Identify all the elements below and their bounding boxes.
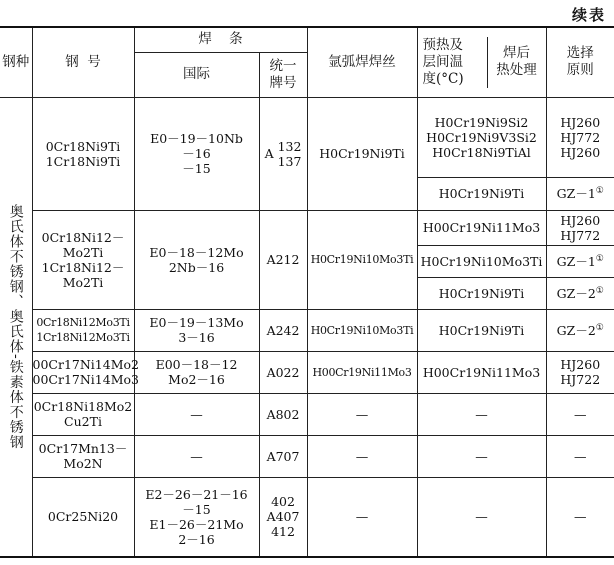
selection-value: —: [574, 406, 587, 422]
header-unified-grade: 统一 牌号: [259, 52, 307, 97]
submerged-wire-cell: H00Cr19Ni11Mo3: [417, 351, 546, 393]
selection-value: HJ260 HJ772 HJ260: [560, 114, 601, 160]
submerged-wire-cell: H0Cr19Ni9Ti: [417, 277, 546, 309]
submerged-wire-cell: H00Cr19Ni11Mo3: [417, 210, 546, 245]
footnote-mark: ①: [595, 322, 604, 333]
selection-value: GZ－1: [556, 253, 596, 269]
international-electrode-cell: —: [134, 393, 259, 435]
selection-cell: [546, 309, 614, 351]
international-electrode-cell: E00－18－12 Mo2－16: [134, 351, 259, 393]
selection-cell: [546, 277, 614, 309]
selection-cell: [546, 177, 614, 210]
header-pwht: 焊后 热处理: [496, 45, 537, 79]
header-preheat-pwht: [417, 27, 546, 97]
argon-wire-cell: —: [307, 477, 417, 557]
unified-grade-cell: A212: [259, 210, 307, 309]
argon-wire-cell: H0Cr19Ni9Ti: [307, 97, 417, 210]
steel-grade-cell: 0Cr18Ni12Mo3Ti 1Cr18Ni12Mo3Ti: [32, 309, 134, 351]
selection-cell: [546, 477, 614, 557]
selection-value: HJ260 HJ722: [560, 357, 601, 387]
argon-wire-cell: H0Cr19Ni10Mo3Ti: [307, 309, 417, 351]
continued-label: 续表: [571, 6, 606, 24]
international-electrode-cell: E2－26－21－16 －15 E1－26－21Mo 2－16: [134, 477, 259, 557]
selection-value: GZ－1: [556, 186, 596, 201]
submerged-wire-cell: H0Cr19Ni10Mo3Ti: [417, 245, 546, 277]
steel-grade-cell: 0Cr17Mn13－ Mo2N: [32, 435, 134, 477]
header-preheat: 预热及 层间温 度(°C): [418, 37, 488, 88]
header-selection: 选择 原则: [546, 27, 614, 97]
international-electrode-cell: —: [134, 435, 259, 477]
steel-grade-cell: 0Cr18Ni9Ti 1Cr18Ni9Ti: [32, 97, 134, 210]
submerged-wire-cell: —: [417, 435, 546, 477]
unified-grade-cell: 402 A407 412: [259, 477, 307, 557]
international-electrode-cell: E0－19－10Nb －16 －15: [134, 97, 259, 210]
unified-grade-values: 132 137: [277, 138, 302, 169]
selection-value: —: [574, 448, 587, 464]
selection-cell: [546, 351, 614, 393]
steel-welding-table: [0, 26, 614, 558]
selection-cell: [546, 97, 614, 177]
unified-grade-cell: A802: [259, 393, 307, 435]
international-electrode-cell: E0－18－12Mo 2Nb－16: [134, 210, 259, 309]
international-electrode-cell: E0－19－13Mo 3－16: [134, 309, 259, 351]
submerged-wire-cell: H0Cr19Ni9Ti: [417, 177, 546, 210]
selection-cell: [546, 393, 614, 435]
steel-grade-cell: 0Cr18Ni18Mo2 Cu2Ti: [32, 393, 134, 435]
steel-grade-cell: 0Cr18Ni12－ Mo2Ti 1Cr18Ni12－ Mo2Ti: [32, 210, 134, 309]
footnote-mark: ①: [595, 186, 604, 196]
header-steel-grade: 钢 号: [32, 27, 134, 97]
selection-value: GZ－2: [556, 322, 596, 338]
unified-grade-cell: A242: [259, 309, 307, 351]
unified-grade-cell: A022: [259, 351, 307, 393]
submerged-wire-cell: H0Cr19Ni9Si2 H0Cr19Ni9V3Si2 H0Cr18Ni9TiAl: [417, 97, 546, 177]
submerged-wire-cell: H0Cr19Ni9Ti: [417, 309, 546, 351]
selection-cell: [546, 210, 614, 245]
argon-wire-cell: H00Cr19Ni11Mo3: [307, 351, 417, 393]
steel-grade-cell: 00Cr17Ni14Mo2 00Cr17Ni14Mo3: [32, 351, 134, 393]
selection-value: HJ260 HJ772: [560, 212, 601, 243]
argon-wire-cell: —: [307, 435, 417, 477]
unified-grade-prefix: A: [264, 146, 274, 161]
header-argon-wire: 氩弧焊焊丝: [307, 27, 417, 97]
category-cell: [0, 97, 32, 557]
header-steel-type: 钢种: [0, 27, 32, 97]
steel-grade-cell: 0Cr25Ni20: [32, 477, 134, 557]
selection-value: GZ－2: [556, 285, 596, 301]
argon-wire-cell: —: [307, 393, 417, 435]
unified-grade-cell: A707: [259, 435, 307, 477]
selection-value: —: [574, 509, 587, 525]
header-electrode: 焊 条: [134, 27, 307, 52]
footnote-mark: ①: [595, 285, 604, 296]
footnote-mark: ①: [595, 253, 604, 264]
argon-wire-cell: H0Cr19Ni10Mo3Ti: [307, 210, 417, 309]
steel-table-wrapper: [0, 26, 614, 558]
unified-grade-cell: [259, 97, 307, 210]
selection-cell: [546, 435, 614, 477]
submerged-wire-cell: —: [417, 477, 546, 557]
category-label: 奥氏体不锈钢、奥氏体-铁素体不锈钢: [7, 203, 24, 450]
selection-cell: [546, 245, 614, 277]
submerged-wire-cell: —: [417, 393, 546, 435]
header-international: 国际: [134, 52, 259, 97]
